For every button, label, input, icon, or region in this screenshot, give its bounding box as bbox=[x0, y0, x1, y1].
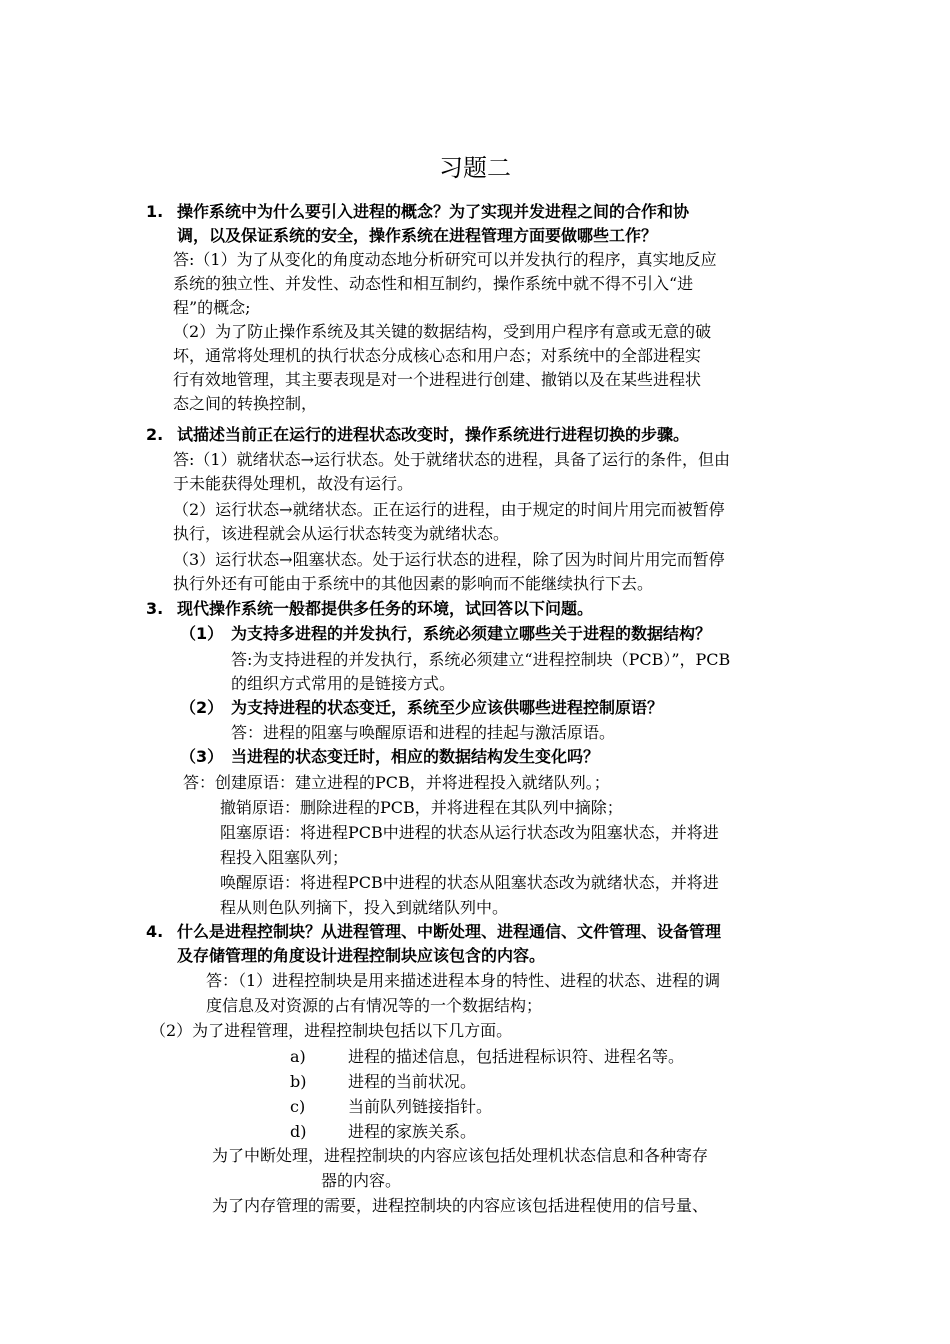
answer-line: 度信息及对资源的占有情况等的一个数据结构； bbox=[206, 996, 543, 1015]
answer-line: 答:为支持进程的并发执行，系统必须建立“进程控制块（PCB）”，PCB bbox=[231, 650, 731, 669]
answer-line: （2）运行状态→就绪状态。正在运行的进程，由于规定的时间片用完而被暂停 bbox=[173, 500, 725, 519]
list-item-label: b) bbox=[290, 1072, 307, 1091]
sub-question-text: 为支持进程的状态变迁，系统至少应该供哪些进程控制原语？ bbox=[231, 698, 664, 717]
answer-line: 撤销原语：删除进程的PCB，并将进程在其队列中摘除； bbox=[220, 798, 623, 817]
answer-line: 态之间的转换控制， bbox=[173, 394, 318, 413]
answer-line: 为了内存管理的需要，进程控制块的内容应该包括进程使用的信号量、 bbox=[212, 1196, 709, 1215]
answer-line: 程投入阻塞队列； bbox=[220, 848, 349, 867]
answer-line: 阻塞原语：将进程PCB中进程的状态从运行状态改为阻塞状态，并将进 bbox=[220, 823, 719, 842]
question-number: 2. bbox=[146, 425, 164, 444]
answer-line: 答:（1）就绪状态→运行状态。处于就绪状态的进程，具备了运行的条件，但由 bbox=[173, 450, 730, 469]
sub-question-label: （3） bbox=[180, 747, 224, 766]
answer-line: 程从则色队列摘下，投入到就绪队列中。 bbox=[220, 898, 509, 917]
page-title: 习题二 bbox=[439, 154, 511, 182]
question-text: 操作系统中为什么要引入进程的概念？为了实现并发进程之间的合作和协 bbox=[177, 202, 690, 221]
question-text: 试描述当前正在运行的进程状态改变时，操作系统进行进程切换的步骤。 bbox=[177, 425, 690, 444]
answer-line: 行有效地管理，其主要表现是对一个进程进行创建、撤销以及在某些进程状 bbox=[173, 370, 702, 389]
answer-line: （2）为了防止操作系统及其关键的数据结构，受到用户程序有意或无意的破 bbox=[173, 322, 712, 341]
answer-line: 系统的独立性、并发性、动态性和相互制约，操作系统中就不得不引入“进 bbox=[173, 274, 694, 293]
answer-line: （2）为了进程管理，进程控制块包括以下几方面。 bbox=[150, 1021, 513, 1040]
answer-line: 答：进程的阻塞与唤醒原语和进程的挂起与激活原语。 bbox=[231, 723, 616, 742]
question-number: 4. bbox=[146, 922, 164, 941]
answer-line: 唤醒原语：将进程PCB中进程的状态从阻塞状态改为就绪状态，并将进 bbox=[220, 873, 719, 892]
list-item-text: 进程的描述信息，包括进程标识符、进程名等。 bbox=[348, 1047, 685, 1066]
list-item-text: 进程的当前状况。 bbox=[348, 1072, 477, 1091]
answer-line: 程”的概念; bbox=[173, 298, 251, 317]
answer-line: 答：（1）进程控制块是用来描述进程本身的特性、进程的状态、进程的调 bbox=[206, 971, 721, 990]
sub-question-text: 当进程的状态变迁时，相应的数据结构发生变化吗？ bbox=[231, 747, 600, 766]
list-item-label: d) bbox=[290, 1122, 307, 1141]
answer-line: 的组织方式常用的是链接方式。 bbox=[231, 674, 456, 693]
list-item-text: 当前队列链接指针。 bbox=[348, 1097, 493, 1116]
answer-line: 为了中断处理，进程控制块的内容应该包括处理机状态信息和各种寄存 bbox=[212, 1146, 709, 1165]
sub-question-text: 为支持多进程的并发执行，系统必须建立哪些关于进程的数据结构？ bbox=[231, 624, 712, 643]
answer-line: 答:（1）为了从变化的角度动态地分析研究可以并发执行的程序，真实地反应 bbox=[173, 250, 717, 269]
sub-question-label: （1） bbox=[180, 624, 224, 643]
question-text: 调，以及保证系统的安全，操作系统在进程管理方面要做哪些工作？ bbox=[177, 226, 658, 245]
answer-line: 坏，通常将处理机的执行状态分成核心态和用户态；对系统中的全部进程实 bbox=[173, 346, 702, 365]
list-item-label: a) bbox=[290, 1047, 306, 1066]
question-text: 及存储管理的角度设计进程控制块应该包含的内容。 bbox=[177, 946, 546, 965]
answer-line: 执行，该进程就会从运行状态转变为就绪状态。 bbox=[173, 524, 510, 543]
answer-line: （3）运行状态→阻塞状态。处于运行状态的进程，除了因为时间片用完而暂停 bbox=[173, 550, 725, 569]
sub-question-label: （2） bbox=[180, 698, 224, 717]
answer-line: 答：创建原语：建立进程的PCB，并将进程投入就绪队列。； bbox=[183, 773, 610, 792]
list-item-text: 进程的家族关系。 bbox=[348, 1122, 477, 1141]
question-number: 1. bbox=[146, 202, 164, 221]
list-item-label: c) bbox=[290, 1097, 306, 1116]
question-text: 现代操作系统一般都提供多任务的环境，试回答以下问题。 bbox=[177, 599, 594, 618]
question-number: 3. bbox=[146, 599, 164, 618]
answer-line: 器的内容。 bbox=[321, 1171, 402, 1190]
question-text: 什么是进程控制块？从进程管理、中断处理、进程通信、文件管理、设备管理 bbox=[177, 922, 722, 941]
answer-line: 执行外还有可能由于系统中的其他因素的影响而不能继续执行下去。 bbox=[173, 574, 654, 593]
answer-line: 于未能获得处理机，故没有运行。 bbox=[173, 474, 414, 493]
